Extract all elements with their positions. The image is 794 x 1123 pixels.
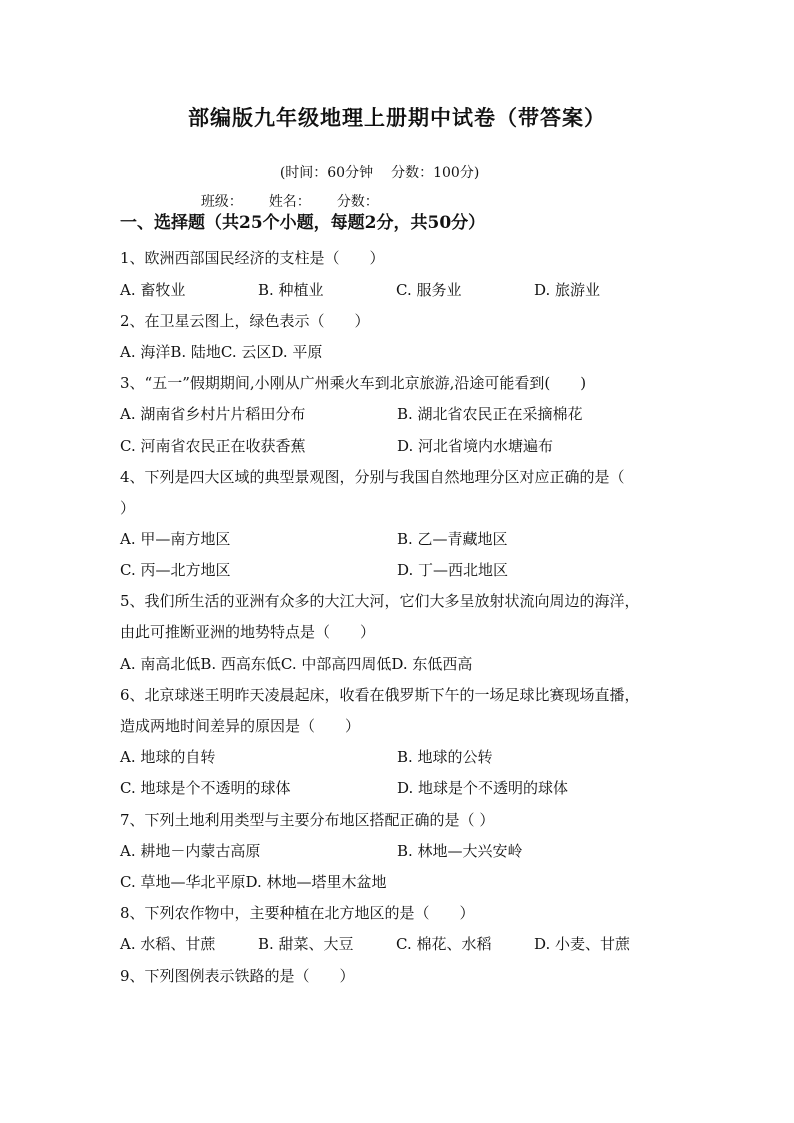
question-8-option-b: B. 甜菜、大豆	[258, 935, 354, 953]
question-1-option-a: A. 畜牧业	[120, 281, 186, 299]
class-label: 班级：	[200, 194, 243, 210]
total-score: 分数：100分)	[391, 165, 480, 181]
question-4-option-a: A. 甲—南方地区	[120, 530, 231, 548]
question-6-option-c: C. 地球是个不透明的球体	[120, 779, 291, 797]
question-3-stem: 3、“五一”假期期间,小刚从广州乘火车到北京旅游,沿途可能看到( )	[120, 374, 587, 392]
question-2-stem: 2、在卫星云图上，绿色表示（ ）	[120, 312, 370, 330]
question-5-stem-cont: 由此可推断亚洲的地势特点是（ ）	[120, 623, 376, 641]
question-9-stem: 9、下列图例表示铁路的是（ ）	[120, 967, 355, 985]
question-3-option-b: B. 湖北省农民正在采摘棉花	[397, 405, 583, 423]
question-8-option-d: D. 小麦、甘蔗	[534, 935, 631, 953]
question-7-options-cd: C. 草地—华北平原D. 林地—塔里木盆地	[120, 873, 387, 891]
question-6-stem: 6、北京球迷王明昨天凌晨起床，收看在俄罗斯下午的一场足球比赛现场直播，	[120, 686, 640, 704]
question-6-stem-cont: 造成两地时间差异的原因是（ ）	[120, 717, 361, 735]
question-7-stem: 7、下列土地利用类型与主要分布地区搭配正确的是（ ）	[120, 811, 495, 829]
question-6-option-d: D. 地球是个不透明的球体	[397, 779, 569, 797]
score-label: 分数：	[336, 194, 379, 210]
question-6-option-b: B. 地球的公转	[397, 748, 493, 766]
question-1-stem: 1、欧洲西部国民经济的支柱是（ ）	[120, 249, 385, 267]
question-7-option-b: B. 林地—大兴安岭	[397, 842, 523, 860]
question-4-option-c: C. 丙—北方地区	[120, 561, 231, 579]
question-4-stem-cont: ）	[120, 499, 136, 517]
question-7-option-a: A. 耕地－内蒙古高原	[120, 842, 261, 860]
time-limit: (时间：60分钟	[279, 165, 374, 181]
question-8-stem: 8、下列农作物中，主要种植在北方地区的是（ ）	[120, 904, 475, 922]
question-8-option-a: A. 水稻、甘蔗	[120, 935, 216, 953]
question-4-option-d: D. 丁—西北地区	[397, 561, 509, 579]
question-1-option-c: C. 服务业	[396, 281, 462, 299]
name-label: 姓名：	[268, 194, 311, 210]
question-1-option-d: D. 旅游业	[534, 281, 601, 299]
question-5-options: A. 南高北低B. 西高东低C. 中部高四周低D. 东低西高	[120, 655, 473, 673]
question-4-stem: 4、下列是四大区域的典型景观图，分别与我国自然地理分区对应正确的是（	[120, 468, 625, 486]
question-1-option-b: B. 种植业	[258, 281, 324, 299]
section-heading: 一、选择题（共25个小题，每题2分，共50分）	[120, 213, 486, 233]
question-3-option-c: C. 河南省农民正在收获香蕉	[120, 437, 306, 455]
question-3-option-a: A. 湖南省乡村片片稻田分布	[120, 405, 306, 423]
question-2-options: A. 海洋B. 陆地C. 云区D. 平原	[120, 343, 323, 361]
question-4-option-b: B. 乙—青藏地区	[397, 530, 508, 548]
exam-title: 部编版九年级地理上册期中试卷（带答案）	[188, 105, 606, 130]
question-5-stem: 5、我们所生活的亚洲有众多的大江大河，它们大多呈放射状流向周边的海洋，	[120, 592, 640, 610]
question-6-option-a: A. 地球的自转	[120, 748, 216, 766]
question-8-option-c: C. 棉花、水稻	[396, 935, 492, 953]
question-3-option-d: D. 河北省境内水塘遍布	[397, 437, 554, 455]
